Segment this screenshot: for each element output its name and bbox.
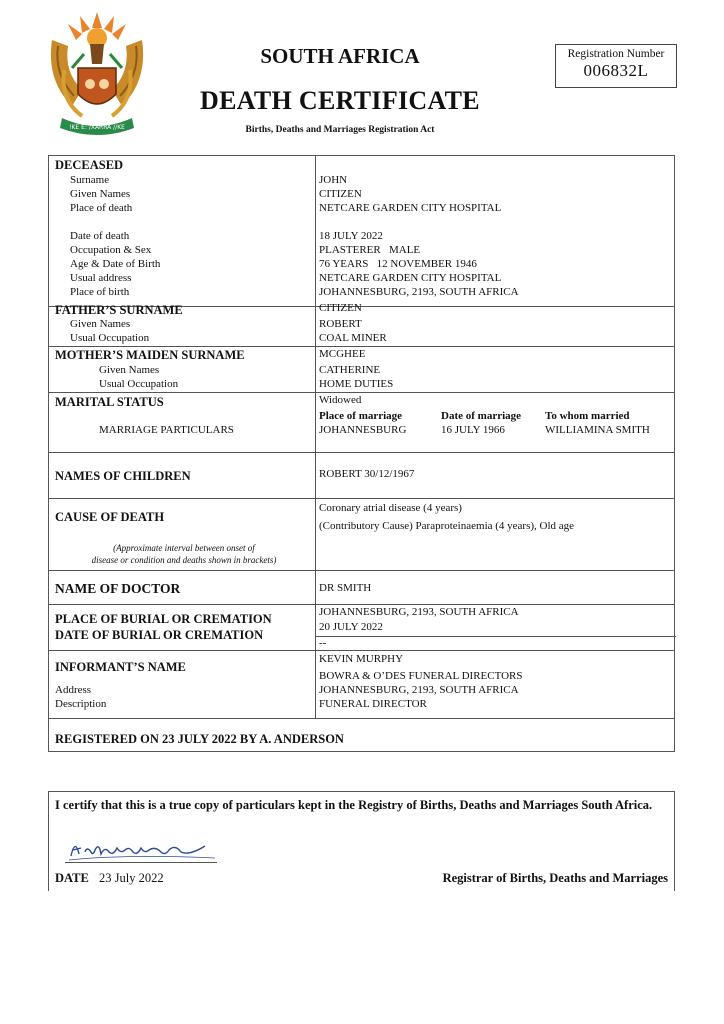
certificate-title: DEATH CERTIFICATE xyxy=(200,86,480,115)
marriage-particulars-label: MARRIAGE PARTICULARS xyxy=(99,424,234,436)
place-of-death-value: NETCARE GARDEN CITY HOSPITAL xyxy=(319,202,502,214)
occupation-sex-label: Occupation & Sex xyxy=(70,244,152,256)
burial-date-heading: DATE OF BURIAL OR CREMATION xyxy=(55,628,264,642)
date-label: DATE xyxy=(55,871,89,885)
cause-note-1: (Approximate interval between onset of xyxy=(113,543,255,553)
given-names-label: Given Names xyxy=(70,188,131,200)
burial-place-value: JOHANNESBURG, 2193, SOUTH AFRICA xyxy=(319,606,519,618)
place-of-marriage-value: JOHANNESBURG xyxy=(319,424,407,436)
marital-status-value: Widowed xyxy=(319,394,362,406)
cause-heading: CAUSE OF DEATH xyxy=(55,510,165,524)
father-occupation-label: Usual Occupation xyxy=(70,332,150,344)
children-heading: NAMES OF CHILDREN xyxy=(55,469,191,483)
mother-occupation-label: Usual Occupation xyxy=(99,378,179,390)
row-divider xyxy=(49,346,674,347)
registration-act: Births, Deaths and Marriages Registration Act xyxy=(245,125,435,135)
particulars-table xyxy=(48,155,675,752)
date-of-marriage-label: Date of marriage xyxy=(441,410,522,422)
column-divider xyxy=(315,156,316,570)
description-value: FUNERAL DIRECTOR xyxy=(319,698,427,710)
father-occupation-value: COAL MINER xyxy=(319,332,387,344)
date-of-death-value: 18 JULY 2022 xyxy=(319,230,383,242)
doctor-value: DR SMITH xyxy=(319,582,372,594)
registered-statement: REGISTERED ON 23 JULY 2022 BY A. ANDERSON xyxy=(55,732,344,746)
place-of-death-label: Place of death xyxy=(70,202,133,214)
informant-heading: INFORMANT’S NAME xyxy=(55,660,186,674)
marital-heading: MARITAL STATUS xyxy=(55,395,164,409)
registrar-title: Registrar of Births, Deaths and Marriages xyxy=(442,871,668,885)
row-divider xyxy=(49,392,674,393)
sub-divider xyxy=(315,636,676,637)
registration-number-label: Registration Number xyxy=(567,48,665,60)
certification-text: I certify that this is a true copy of particulars kept in the Registry of Births, Deaths and Marriages South Africa. xyxy=(55,798,653,812)
date-of-marriage-value: 16 JULY 1966 xyxy=(441,424,505,436)
usual-address-label: Usual address xyxy=(70,272,132,284)
deceased-heading: DECEASED xyxy=(55,158,124,172)
row-divider xyxy=(49,570,674,571)
date-of-death-label: Date of death xyxy=(70,230,130,242)
certification-date: 23 July 2022 xyxy=(99,871,164,885)
registrar-signature xyxy=(65,832,225,864)
cause-line-1: Coronary atrial disease (4 years) xyxy=(319,502,462,514)
occupation-sex-value: PLASTERER MALE xyxy=(319,244,421,256)
address-value: JOHANNESBURG, 2193, SOUTH AFRICA xyxy=(319,684,519,696)
coat-of-arms-icon xyxy=(42,10,152,138)
place-of-birth-label: Place of birth xyxy=(70,286,130,298)
column-divider xyxy=(315,570,316,718)
crest-motto: !KE E: /XARRA //KE xyxy=(69,124,125,131)
burial-extra-value: -- xyxy=(319,637,327,649)
age-dob-label: Age & Date of Birth xyxy=(70,258,161,270)
place-of-birth-value: JOHANNESBURG, 2193, SOUTH AFRICA xyxy=(319,286,519,298)
address-label: Address xyxy=(55,684,92,696)
informant-org-value: BOWRA & O’DES FUNERAL DIRECTORS xyxy=(319,670,523,682)
mother-heading: MOTHER’S MAIDEN SURNAME xyxy=(55,348,245,362)
registration-number-value: 006832L xyxy=(583,61,649,80)
signature-line xyxy=(65,862,217,863)
certification-section xyxy=(48,791,675,891)
surname-value: JOHN xyxy=(319,174,348,186)
father-heading: FATHER’S SURNAME xyxy=(55,303,183,317)
registration-number-box xyxy=(555,44,677,88)
row-divider xyxy=(49,718,674,719)
row-divider xyxy=(49,452,674,453)
row-divider xyxy=(49,604,674,605)
children-value: ROBERT 30/12/1967 xyxy=(319,468,415,480)
mother-surname-value: MCGHEE xyxy=(319,348,366,360)
description-label: Description xyxy=(55,698,107,710)
mother-given-label: Given Names xyxy=(99,364,160,376)
surname-label: Surname xyxy=(70,174,110,186)
row-divider xyxy=(49,650,674,651)
given-names-value: CITIZEN xyxy=(319,188,362,200)
father-given-value: ROBERT xyxy=(319,318,362,330)
cause-note-2: disease or condition and deaths shown in brackets) xyxy=(91,555,277,565)
place-of-marriage-label: Place of marriage xyxy=(319,410,403,422)
age-dob-value: 76 YEARS 12 NOVEMBER 1946 xyxy=(319,258,477,270)
cause-line-2: (Contributory Cause) Paraproteinaemia (4 years), Old age xyxy=(319,520,575,532)
father-surname-value: CITIZEN xyxy=(319,302,362,314)
usual-address-value: NETCARE GARDEN CITY HOSPITAL xyxy=(319,272,502,284)
mother-given-value: CATHERINE xyxy=(319,364,381,376)
to-whom-married-value: WILLIAMINA SMITH xyxy=(545,424,650,436)
doctor-heading: NAME OF DOCTOR xyxy=(55,581,181,596)
row-divider xyxy=(49,498,674,499)
informant-name-value: KEVIN MURPHY xyxy=(319,653,404,665)
country-heading: SOUTH AFRICA xyxy=(260,44,420,68)
mother-occupation-value: HOME DUTIES xyxy=(319,378,394,390)
father-given-label: Given Names xyxy=(70,318,131,330)
burial-place-heading: PLACE OF BURIAL OR CREMATION xyxy=(55,612,272,626)
burial-date-value: 20 JULY 2022 xyxy=(319,621,383,633)
to-whom-married-label: To whom married xyxy=(545,410,630,422)
